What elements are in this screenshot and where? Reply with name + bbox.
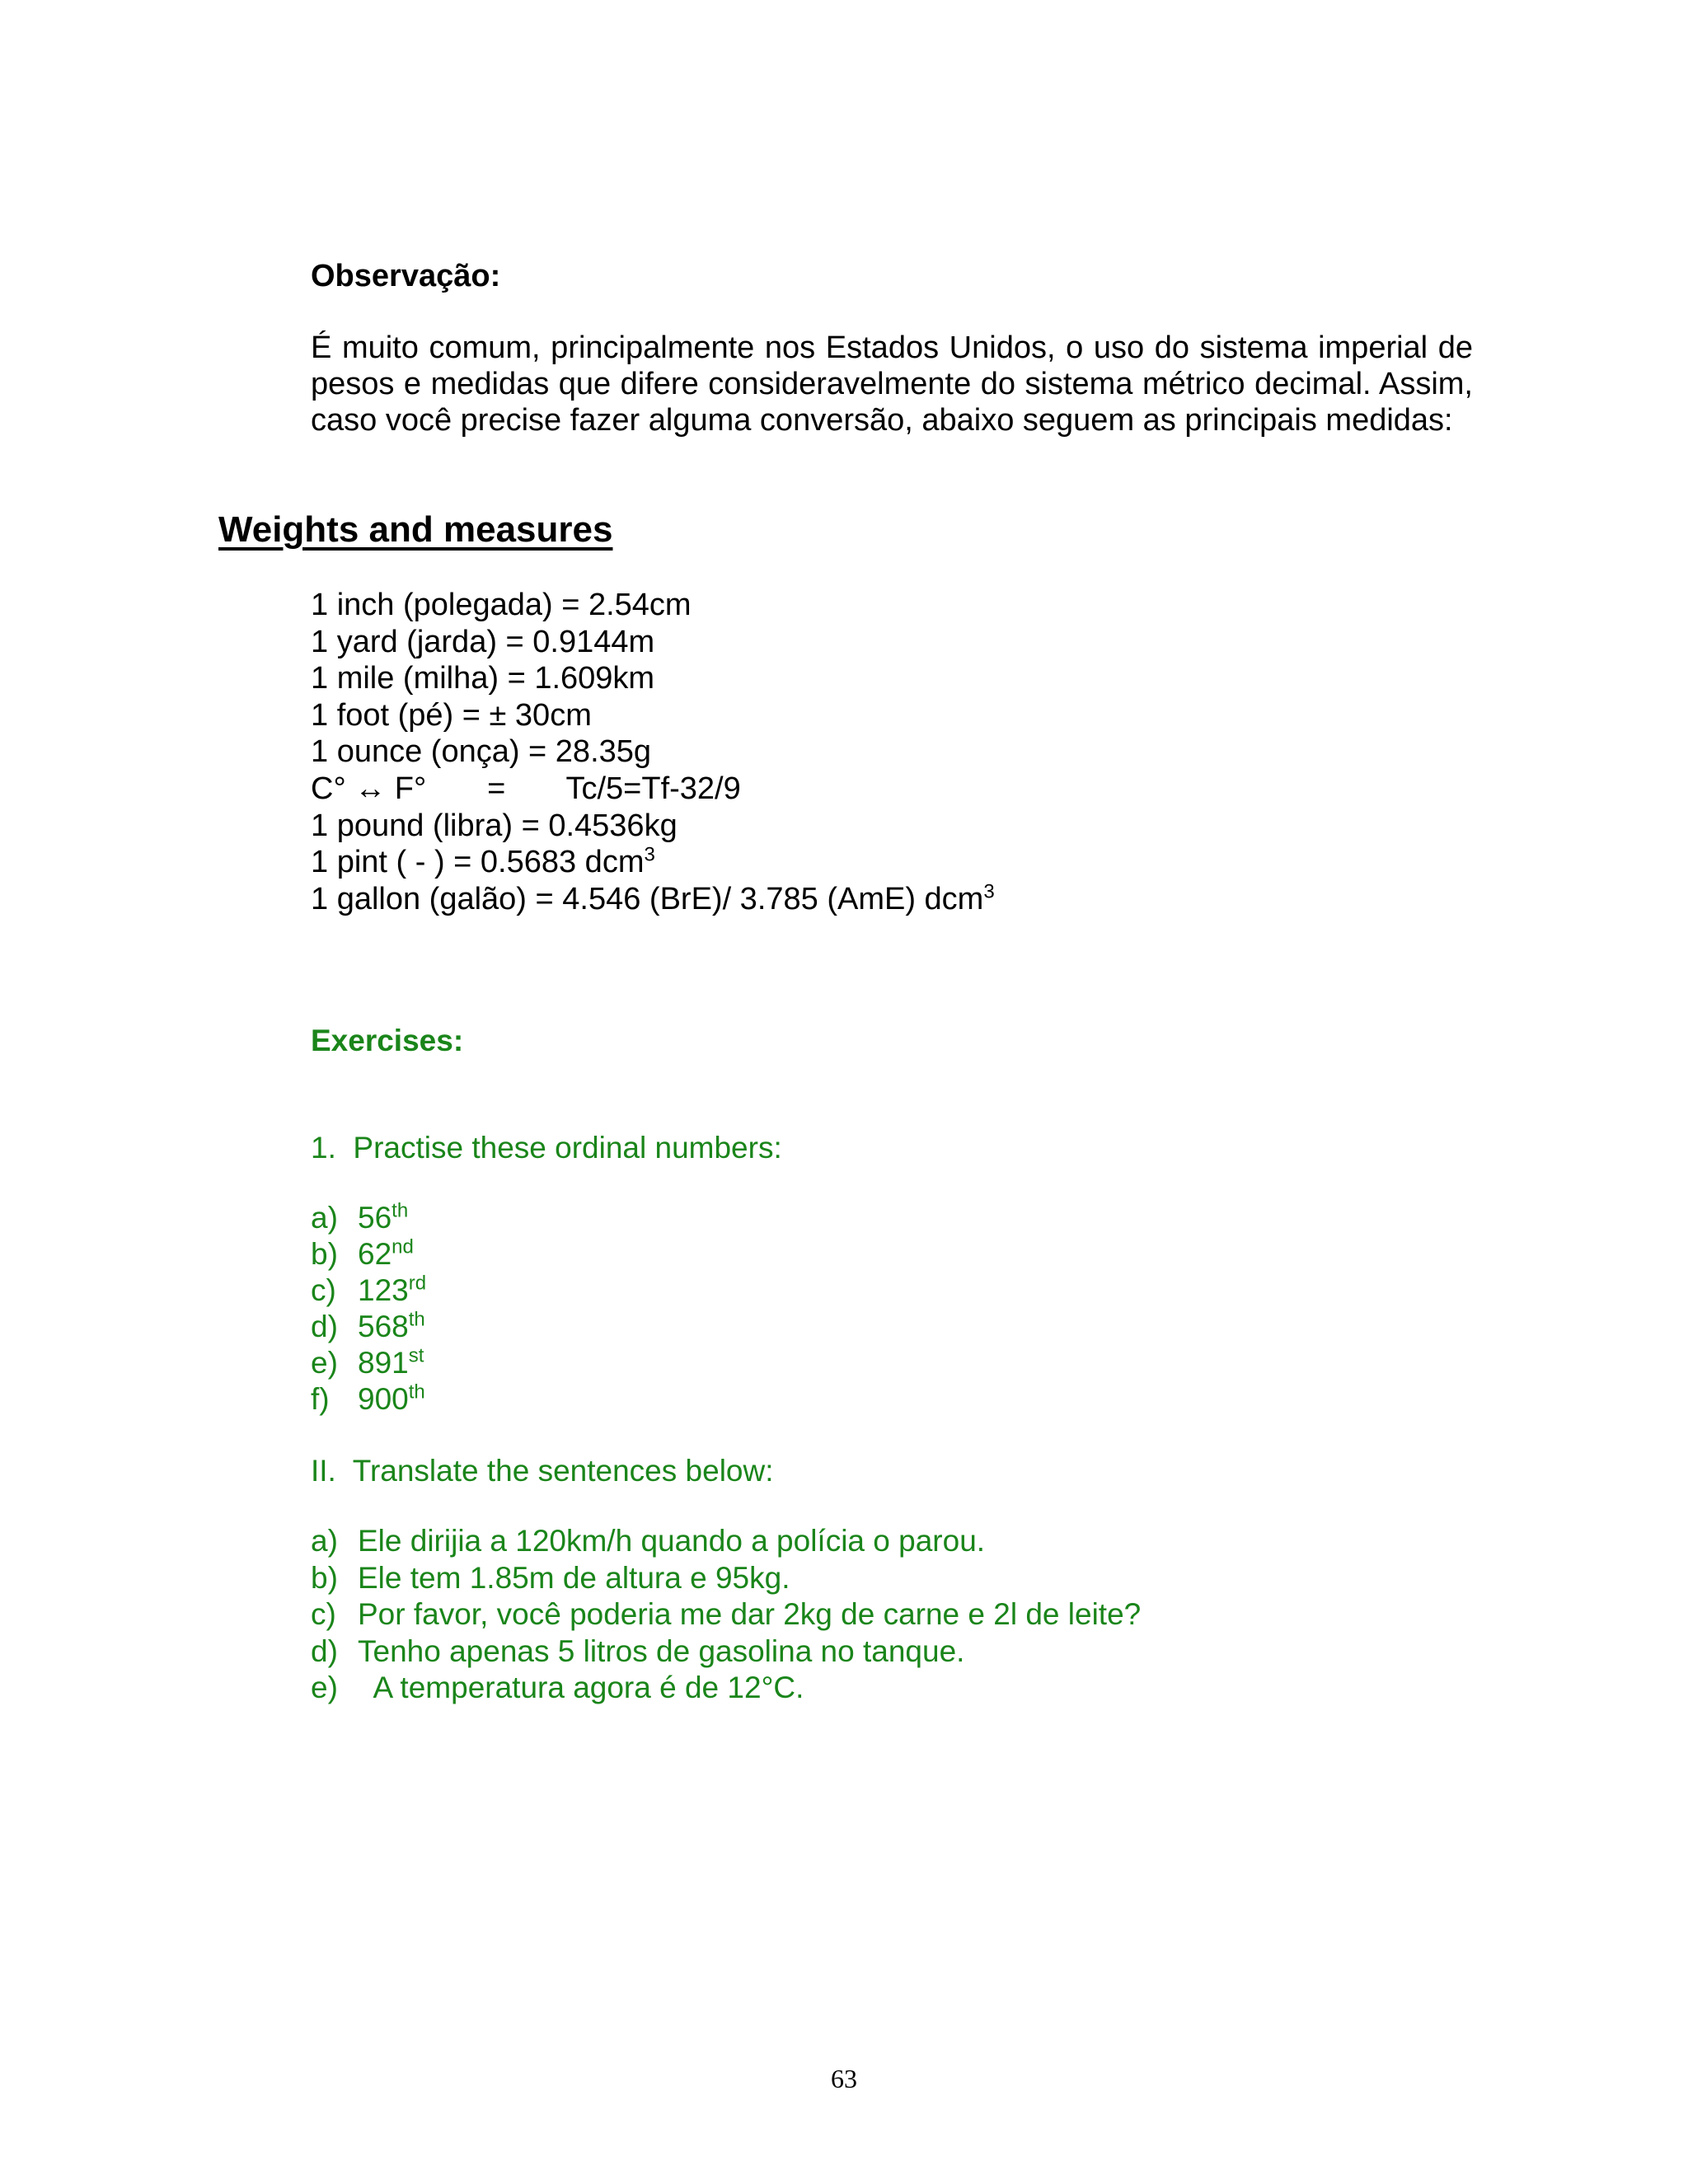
item-label: c): [311, 1273, 336, 1307]
item-label: e): [311, 1671, 338, 1704]
section-heading: Weights and measures: [218, 509, 613, 550]
ordinal-suffix: nd: [392, 1235, 414, 1258]
ordinal-list: [311, 1200, 426, 1418]
ordinal-suffix: th: [408, 1380, 425, 1404]
item-label: f): [311, 1382, 330, 1416]
list-item: [311, 1523, 1141, 1560]
ordinal-suffix: th: [392, 1199, 409, 1222]
ordinal-suffix: th: [408, 1308, 425, 1331]
ordinal-number: 62: [358, 1237, 392, 1271]
measure-inch: 1 inch (polegada) = 2.54cm: [311, 588, 692, 622]
list-item: [311, 1309, 426, 1345]
question-1: 1. Practise these ordinal numbers:: [311, 1131, 782, 1165]
measure-gallon: [311, 881, 995, 918]
list-item: [311, 1272, 426, 1309]
list-item: [311, 1200, 426, 1236]
measure-gallon-text: 1 gallon (galão) = 4.546 (BrE)/ 3.785 (AmE) dcm: [311, 881, 984, 916]
measure-pint-superscript: 3: [644, 843, 655, 866]
sentence-text: A temperatura agora é de 12°C.: [358, 1671, 804, 1704]
observation-line: É muito comum, principalmente nos Estados Unidos, o uso do sistema imperial de: [311, 330, 1473, 365]
item-label: a): [311, 1524, 338, 1558]
sentence-text: Ele tem 1.85m de altura e 95kg.: [358, 1560, 790, 1595]
ordinal-number: 891: [358, 1346, 409, 1380]
sentence-text: Tenho apenas 5 litros de gasolina no tanque.: [358, 1633, 965, 1668]
item-label: d): [311, 1310, 338, 1343]
item-label: e): [311, 1346, 338, 1380]
list-item: [311, 1345, 426, 1381]
measure-pound: 1 pound (libra) = 0.4536kg: [311, 808, 678, 843]
list-item: [311, 1670, 1141, 1707]
observation-title: Observação:: [311, 259, 501, 293]
list-item: [311, 1633, 1141, 1671]
observation-line: caso você precise fazer alguma conversão, abaixo seguem as principais medidas:: [311, 403, 1453, 438]
item-label: a): [311, 1201, 338, 1235]
ordinal-suffix: rd: [408, 1272, 427, 1295]
item-label: d): [311, 1633, 338, 1668]
sentence-text: Ele dirijia a 120km/h quando a polícia o parou.: [358, 1524, 986, 1558]
ordinal-number: 123: [358, 1273, 409, 1307]
page-number: 63: [831, 2064, 857, 2093]
measures-list: [311, 587, 995, 917]
measure-foot: 1 foot (pé) = ± 30cm: [311, 697, 592, 733]
sentence-list: [311, 1523, 1141, 1707]
list-item: [311, 1236, 426, 1272]
list-item: [311, 1596, 1141, 1633]
measure-pint: [311, 844, 995, 881]
item-label: b): [311, 1560, 338, 1595]
measure-pint-text: 1 pint ( - ) = 0.5683 dcm: [311, 845, 645, 880]
exercises-title: Exercises:: [311, 1024, 464, 1057]
sentence-text: Por favor, você poderia me dar 2kg de carne e 2l de leite?: [358, 1597, 1142, 1631]
ordinal-number: 900: [358, 1382, 409, 1416]
measure-temperature: C° ↔ F° = Tc/5=Tf-32/9: [311, 771, 741, 806]
ordinal-number: 568: [358, 1310, 409, 1343]
measure-ounce: 1 ounce (onça) = 28.35g: [311, 734, 652, 770]
measure-yard: 1 yard (jarda) = 0.9144m: [311, 624, 655, 659]
item-label: c): [311, 1597, 336, 1631]
question-2: II. Translate the sentences below:: [311, 1454, 774, 1488]
list-item: [311, 1560, 1141, 1597]
measure-mile: 1 mile (milha) = 1.609km: [311, 661, 655, 696]
list-item: [311, 1381, 426, 1418]
observation-paragraph: [311, 330, 1473, 438]
item-label: b): [311, 1237, 338, 1271]
ordinal-suffix: st: [408, 1344, 424, 1367]
measure-gallon-superscript: 3: [983, 880, 995, 903]
observation-line: pesos e medidas que difere consideravelmente do sistema métrico decimal. Assim,: [311, 367, 1473, 401]
ordinal-number: 56: [358, 1201, 392, 1235]
